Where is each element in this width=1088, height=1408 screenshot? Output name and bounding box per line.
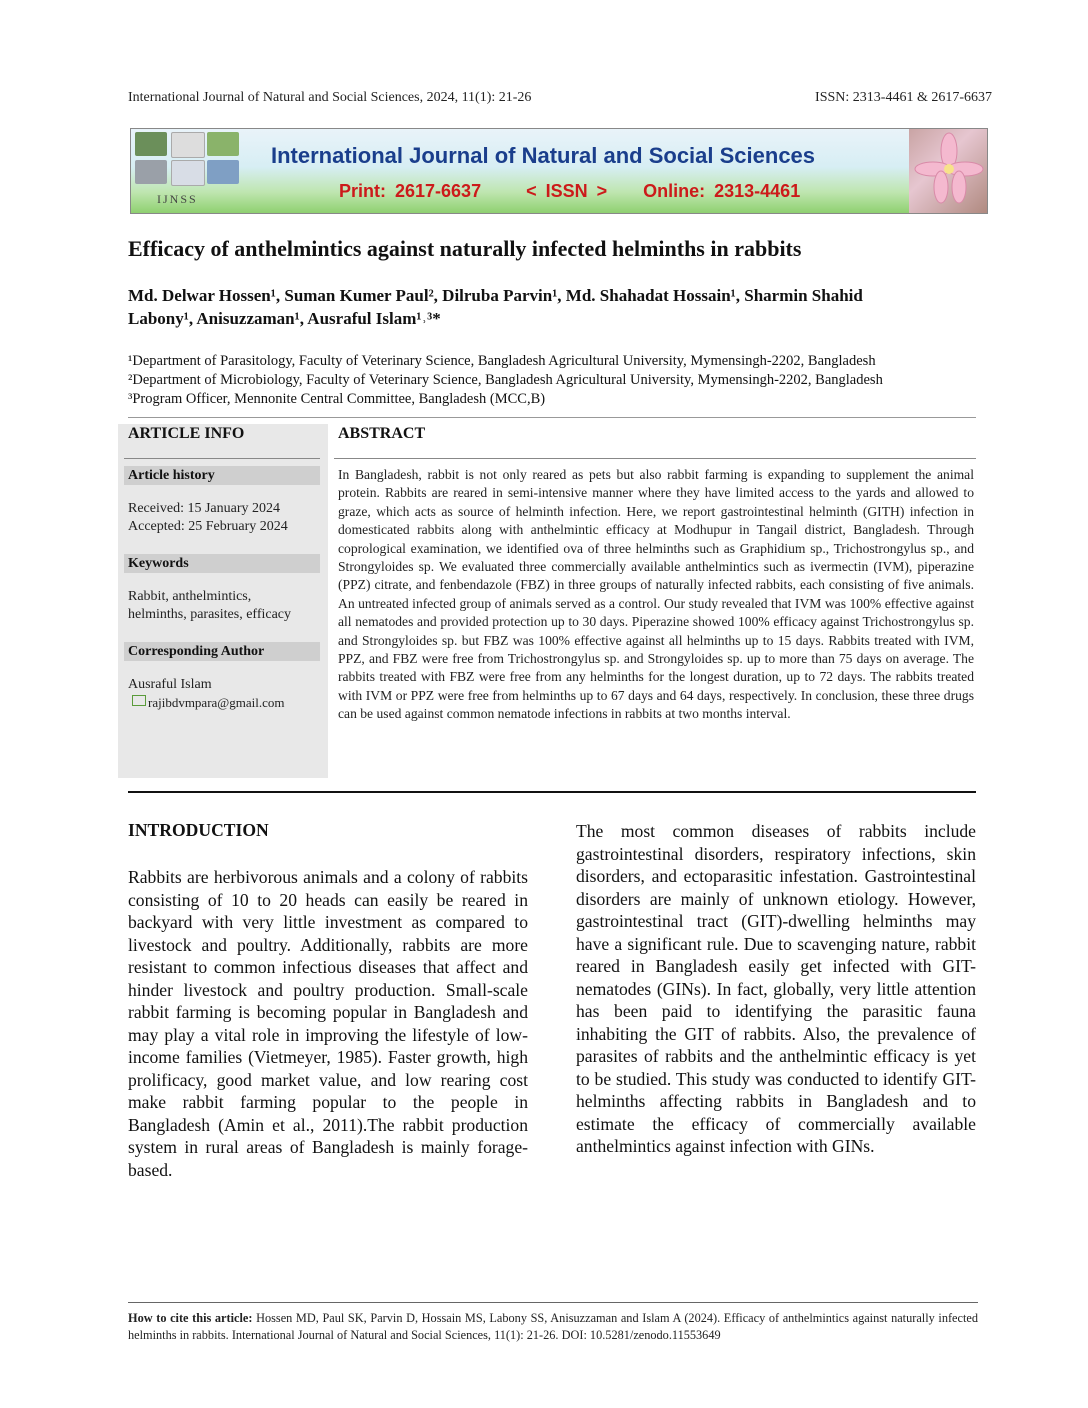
authors-line-2: Labony¹, Anisuzzaman¹, Ausraful Islam¹˒³* [128, 309, 441, 328]
envelope-icon [132, 695, 146, 706]
ijnss-logo-text: IJNSS [157, 192, 198, 206]
keywords-label: Keywords [124, 554, 320, 573]
thumbnail-image [171, 160, 205, 186]
running-header [128, 90, 992, 106]
citation-label: How to cite this article: [128, 1311, 253, 1325]
affiliation-item: ³Program Officer, Mennonite Central Committee, Bangladesh (MCC,B) [128, 391, 546, 407]
thumbnail-image [135, 160, 167, 184]
accepted-date: Accepted: 25 February 2024 [128, 519, 288, 534]
banner-title: International Journal of Natural and Social Sciences [271, 143, 816, 168]
thumbnail-image [171, 132, 205, 158]
affiliation-item: ¹Department of Parasitology, Faculty of Veterinary Science, Bangladesh Agricultural University, Mymensingh-2202, Bangladesh [128, 353, 876, 369]
keywords-line: helminths, parasites, efficacy [128, 607, 292, 622]
abstract-heading: ABSTRACT [338, 425, 426, 442]
issn-text: ISSN: 2313-4461 & 2617-6637 [815, 90, 992, 105]
divider [128, 1302, 978, 1303]
affiliation-item: ²Department of Microbiology, Faculty of Veterinary Science, Bangladesh Agricultural University, Mymensingh-2202, Bangladesh [128, 372, 883, 388]
divider [334, 458, 976, 459]
thumbnail-image [135, 132, 167, 156]
divider [128, 791, 976, 793]
flower-image [909, 129, 987, 213]
divider [124, 458, 320, 459]
introduction-right-column: The most common diseases of rabbits include gastrointestinal disorders, respiratory infections, skin disorders, and ectoparasitic infestation. Gastrointestinal disorders are mainly of unknown etiology. However, gastrointestinal tract (GIT)-dwelling helminths may have a significant rule. Due to scavenging nature, rabbit reared in Bangladesh easily get infected with GIT-nematodes (GINs). In fact, globally, very little attention has been paid to identifying the parasitic fauna inhabiting the GIT of rabbits. Also, the prevalence of parasites of rabbits and the anthelmintic efficacy is yet to be studied. This study was conducted to identify GIT-helminths affecting rabbits in Bangladesh and to estimate the efficacy of commercially available anthelmintics against infection with GINs. [576, 821, 976, 1156]
corresponding-author-name: Ausraful Islam [128, 677, 212, 692]
banner-issn-line: Print: 2617-6637 < ISSN > Online: 2313-4461 [339, 181, 801, 201]
authors-line-1: Md. Delwar Hossen¹, Suman Kumer Paul², Dilruba Parvin¹, Md. Shahadat Hossain¹, Sharmin Shahid [128, 286, 863, 305]
article-title: Efficacy of anthelmintics against naturally infected helminths in rabbits [128, 236, 802, 261]
citation-block [128, 1310, 978, 1344]
citation-text: Hossen MD, Paul SK, Parvin D, Hossain MS, Labony SS, Anisuzzaman and Islam A (2024). Efficacy of anthelmintics against naturally infected helminths in rabbits. International Journal of Natural and Social Sciences, 11(1): 21-26. DOI: 10.5281/zenodo.11553649 [128, 1311, 979, 1342]
flower-icon [909, 129, 987, 213]
received-date: Received: 15 January 2024 [128, 501, 281, 516]
divider [128, 417, 976, 418]
email-address[interactable]: rajibdvmpara@gmail.com [148, 695, 285, 710]
banner-thumbnails [135, 132, 243, 209]
corresponding-author-email[interactable] [132, 694, 285, 713]
introduction-heading: INTRODUCTION [128, 820, 269, 840]
author-list [128, 284, 988, 330]
journal-reference: International Journal of Natural and Social Sciences, 2024, 11(1): 21-26 [128, 90, 532, 105]
abstract-text: In Bangladesh, rabbit is not only reared as pets but also rabbit farming is expanding to supplement the animal protein. Rabbits are reared in semi-intensive manner where they have limited access to the yards and allowed to graze, which acts as source of helminth infection. Here, we report gastrointestinal helminth (GITH) infection in domesticated rabbits along with anthelmintic efficacy at Modhupur in Tangail district, Bangladesh. Through coprological examination, we identified ova of three helminths such as Graphidium sp., Trichostrongylus sp., and Strongyloides sp. We evaluated three commercially available anthelmintics such as ivermectin (IVM), piperazine (PPZ) citrate, and fenbendazole (FBZ) in three groups of naturally infected rabbits, each consisting of five animals. An untreated infected group of animals served as a control. Our study revealed that IVM was 100% effective against all nematodes and provided protection up to 30 days. Piperazine showed 100% efficacy against Trichostrongylus sp. and Strongyloides sp. but FBZ was 100% effective against all helminths up to 15 days. Rabbits treated with IVM, PPZ, and FBZ were free from Trichostrongylus sp. and Strongyloides sp. up to more than 75 days on average. The rabbits treated with FBZ were free from any helminths for the longest duration, up to 72 days. The rabbits treated with IVM or PPZ were free from helminths up to 67 days and 64 days, respectively. In conclusion, these three drugs can be used against common nematode infections in rabbits at two months interval. [338, 467, 974, 722]
thumbnail-image [207, 160, 239, 184]
article-info-heading: ARTICLE INFO [128, 425, 245, 442]
journal-banner [130, 128, 988, 214]
article-history-label: Article history [124, 466, 320, 485]
corresponding-author-label: Corresponding Author [124, 642, 320, 661]
affiliations [128, 352, 883, 409]
introduction-left-column: Rabbits are herbivorous animals and a colony of rabbits consisting of 10 to 20 heads can easily be reared in backyard with very little investment as compared to livestock and poultry. Additionally, rabbits are more resistant to common infectious diseases that affect and hinder livestock and poultry production. Small-scale rabbit farming is becoming popular in Bangladesh and may play a vital role in improving the lifestyle of low-income families (Vietmeyer, 1985). Faster growth, high prolificacy, good market value, and low rearing cost make rabbit farming popular to the people in Bangladesh (Amin et al., 2011).The rabbit production system in rural areas of Bangladesh is mainly forage-based. [128, 867, 528, 1180]
keywords-line: Rabbit, anthelmintics, [128, 589, 252, 604]
thumbnail-image [207, 132, 239, 156]
